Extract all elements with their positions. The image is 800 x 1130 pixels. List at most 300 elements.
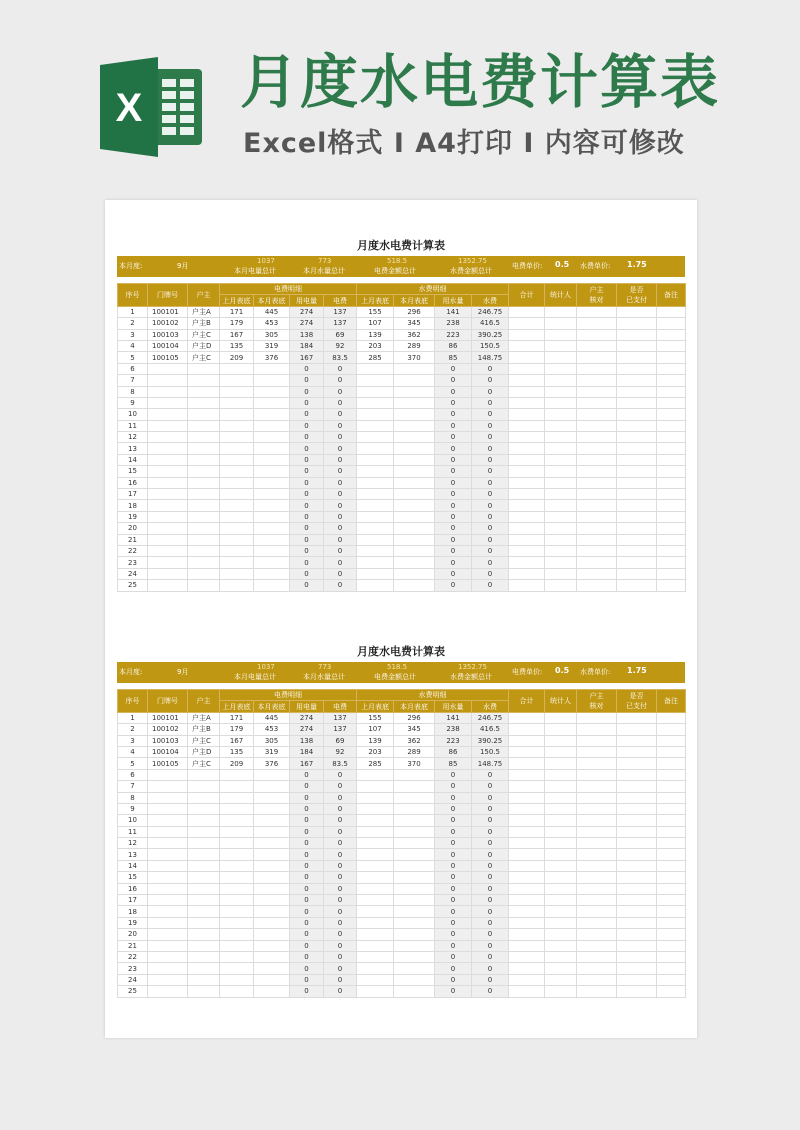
door-number-cell[interactable]: 100103 xyxy=(148,735,188,746)
row-no-cell[interactable]: 12 xyxy=(118,838,148,849)
elec-last-cell[interactable] xyxy=(220,838,254,849)
row-no-cell[interactable]: 10 xyxy=(118,409,148,420)
water-this-cell[interactable] xyxy=(394,963,435,974)
elec-last-cell[interactable] xyxy=(220,466,254,477)
water-fee-cell[interactable]: 0 xyxy=(472,409,509,420)
empty-cell[interactable] xyxy=(545,500,577,511)
row-no-cell[interactable]: 9 xyxy=(118,803,148,814)
water-use-cell[interactable]: 0 xyxy=(435,432,472,443)
elec-last-cell[interactable] xyxy=(220,511,254,522)
water-last-cell[interactable] xyxy=(357,363,394,374)
water-this-cell[interactable] xyxy=(394,929,435,940)
elec-last-cell[interactable]: 179 xyxy=(220,724,254,735)
water-use-cell[interactable]: 0 xyxy=(435,895,472,906)
empty-cell[interactable] xyxy=(509,746,545,757)
empty-cell[interactable] xyxy=(509,883,545,894)
water-this-cell[interactable] xyxy=(394,454,435,465)
elec-fee-cell[interactable]: 0 xyxy=(324,826,357,837)
empty-cell[interactable] xyxy=(657,940,686,951)
empty-cell[interactable] xyxy=(577,951,617,962)
water-last-cell[interactable] xyxy=(357,386,394,397)
row-no-cell[interactable]: 14 xyxy=(118,860,148,871)
elec-use-cell[interactable]: 0 xyxy=(290,769,324,780)
empty-cell[interactable] xyxy=(545,318,577,329)
door-number-cell[interactable] xyxy=(148,386,188,397)
water-fee-cell[interactable]: 0 xyxy=(472,940,509,951)
owner-cell[interactable] xyxy=(188,375,220,386)
elec-this-cell[interactable] xyxy=(254,929,290,940)
row-no-cell[interactable]: 11 xyxy=(118,420,148,431)
empty-cell[interactable] xyxy=(545,580,577,591)
water-fee-cell[interactable]: 246.75 xyxy=(472,712,509,723)
owner-cell[interactable] xyxy=(188,386,220,397)
water-last-cell[interactable] xyxy=(357,489,394,500)
empty-cell[interactable] xyxy=(617,523,657,534)
water-last-cell[interactable] xyxy=(357,545,394,556)
water-last-cell[interactable]: 285 xyxy=(357,758,394,769)
water-use-cell[interactable]: 0 xyxy=(435,769,472,780)
empty-cell[interactable] xyxy=(617,557,657,568)
elec-last-cell[interactable] xyxy=(220,906,254,917)
owner-cell[interactable] xyxy=(188,781,220,792)
empty-cell[interactable] xyxy=(577,363,617,374)
empty-cell[interactable] xyxy=(617,454,657,465)
door-number-cell[interactable] xyxy=(148,375,188,386)
water-use-cell[interactable]: 0 xyxy=(435,375,472,386)
elec-use-cell[interactable]: 0 xyxy=(290,838,324,849)
empty-cell[interactable] xyxy=(657,580,686,591)
water-this-cell[interactable] xyxy=(394,860,435,871)
empty-cell[interactable] xyxy=(509,735,545,746)
elec-use-cell[interactable]: 0 xyxy=(290,815,324,826)
empty-cell[interactable] xyxy=(545,340,577,351)
empty-cell[interactable] xyxy=(657,929,686,940)
elec-use-cell[interactable]: 0 xyxy=(290,511,324,522)
water-last-cell[interactable] xyxy=(357,420,394,431)
door-number-cell[interactable] xyxy=(148,500,188,511)
empty-cell[interactable] xyxy=(617,849,657,860)
water-this-cell[interactable]: 296 xyxy=(394,306,435,317)
elec-last-cell[interactable]: 171 xyxy=(220,712,254,723)
water-this-cell[interactable]: 345 xyxy=(394,724,435,735)
elec-this-cell[interactable] xyxy=(254,568,290,579)
empty-cell[interactable] xyxy=(545,545,577,556)
water-fee-cell[interactable]: 246.75 xyxy=(472,306,509,317)
row-no-cell[interactable]: 13 xyxy=(118,849,148,860)
elec-last-cell[interactable] xyxy=(220,781,254,792)
water-use-cell[interactable]: 223 xyxy=(435,329,472,340)
empty-cell[interactable] xyxy=(577,420,617,431)
empty-cell[interactable] xyxy=(545,466,577,477)
elec-use-cell[interactable]: 0 xyxy=(290,849,324,860)
empty-cell[interactable] xyxy=(617,860,657,871)
empty-cell[interactable] xyxy=(509,420,545,431)
row-no-cell[interactable]: 21 xyxy=(118,940,148,951)
empty-cell[interactable] xyxy=(545,352,577,363)
elec-use-cell[interactable]: 0 xyxy=(290,454,324,465)
water-last-cell[interactable] xyxy=(357,917,394,928)
door-number-cell[interactable] xyxy=(148,781,188,792)
elec-last-cell[interactable] xyxy=(220,803,254,814)
elec-fee-cell[interactable]: 137 xyxy=(324,318,357,329)
water-this-cell[interactable] xyxy=(394,826,435,837)
door-number-cell[interactable] xyxy=(148,917,188,928)
water-this-cell[interactable] xyxy=(394,397,435,408)
elec-fee-cell[interactable]: 0 xyxy=(324,883,357,894)
water-use-cell[interactable]: 0 xyxy=(435,781,472,792)
empty-cell[interactable] xyxy=(545,329,577,340)
row-no-cell[interactable]: 11 xyxy=(118,826,148,837)
elec-fee-cell[interactable]: 0 xyxy=(324,466,357,477)
door-number-cell[interactable] xyxy=(148,557,188,568)
door-number-cell[interactable] xyxy=(148,906,188,917)
elec-use-cell[interactable]: 0 xyxy=(290,940,324,951)
water-use-cell[interactable]: 0 xyxy=(435,580,472,591)
empty-cell[interactable] xyxy=(509,568,545,579)
empty-cell[interactable] xyxy=(577,409,617,420)
water-use-cell[interactable]: 0 xyxy=(435,534,472,545)
row-no-cell[interactable]: 18 xyxy=(118,500,148,511)
water-fee-cell[interactable]: 0 xyxy=(472,432,509,443)
elec-fee-cell[interactable]: 0 xyxy=(324,386,357,397)
water-this-cell[interactable]: 296 xyxy=(394,712,435,723)
empty-cell[interactable] xyxy=(509,545,545,556)
elec-last-cell[interactable] xyxy=(220,883,254,894)
empty-cell[interactable] xyxy=(617,963,657,974)
elec-last-cell[interactable] xyxy=(220,489,254,500)
empty-cell[interactable] xyxy=(509,580,545,591)
empty-cell[interactable] xyxy=(545,803,577,814)
elec-this-cell[interactable]: 453 xyxy=(254,724,290,735)
elec-fee-cell[interactable]: 0 xyxy=(324,929,357,940)
door-number-cell[interactable] xyxy=(148,940,188,951)
elec-last-cell[interactable] xyxy=(220,568,254,579)
door-number-cell[interactable] xyxy=(148,963,188,974)
water-this-cell[interactable] xyxy=(394,781,435,792)
empty-cell[interactable] xyxy=(545,375,577,386)
row-no-cell[interactable]: 22 xyxy=(118,545,148,556)
row-no-cell[interactable]: 7 xyxy=(118,781,148,792)
water-last-cell[interactable] xyxy=(357,940,394,951)
door-number-cell[interactable] xyxy=(148,363,188,374)
water-fee-cell[interactable]: 0 xyxy=(472,580,509,591)
owner-cell[interactable] xyxy=(188,951,220,962)
empty-cell[interactable] xyxy=(545,724,577,735)
empty-cell[interactable] xyxy=(657,769,686,780)
elec-last-cell[interactable] xyxy=(220,545,254,556)
empty-cell[interactable] xyxy=(509,466,545,477)
empty-cell[interactable] xyxy=(577,906,617,917)
empty-cell[interactable] xyxy=(657,883,686,894)
empty-cell[interactable] xyxy=(509,489,545,500)
empty-cell[interactable] xyxy=(577,724,617,735)
empty-cell[interactable] xyxy=(577,826,617,837)
empty-cell[interactable] xyxy=(509,769,545,780)
empty-cell[interactable] xyxy=(617,951,657,962)
empty-cell[interactable] xyxy=(509,781,545,792)
row-no-cell[interactable]: 23 xyxy=(118,557,148,568)
elec-this-cell[interactable] xyxy=(254,781,290,792)
row-no-cell[interactable]: 16 xyxy=(118,883,148,894)
door-number-cell[interactable] xyxy=(148,432,188,443)
empty-cell[interactable] xyxy=(509,838,545,849)
elec-last-cell[interactable] xyxy=(220,974,254,985)
empty-cell[interactable] xyxy=(509,758,545,769)
empty-cell[interactable] xyxy=(577,872,617,883)
water-fee-cell[interactable]: 0 xyxy=(472,826,509,837)
elec-last-cell[interactable]: 209 xyxy=(220,352,254,363)
water-fee-cell[interactable]: 0 xyxy=(472,860,509,871)
water-fee-cell[interactable]: 0 xyxy=(472,534,509,545)
water-use-cell[interactable]: 0 xyxy=(435,974,472,985)
empty-cell[interactable] xyxy=(509,500,545,511)
empty-cell[interactable] xyxy=(509,477,545,488)
empty-cell[interactable] xyxy=(545,409,577,420)
elec-fee-cell[interactable]: 0 xyxy=(324,443,357,454)
empty-cell[interactable] xyxy=(545,511,577,522)
water-use-cell[interactable]: 0 xyxy=(435,883,472,894)
water-last-cell[interactable] xyxy=(357,477,394,488)
empty-cell[interactable] xyxy=(657,849,686,860)
water-fee-cell[interactable]: 0 xyxy=(472,838,509,849)
empty-cell[interactable] xyxy=(657,758,686,769)
water-this-cell[interactable] xyxy=(394,792,435,803)
owner-cell[interactable] xyxy=(188,872,220,883)
water-use-cell[interactable]: 0 xyxy=(435,826,472,837)
empty-cell[interactable] xyxy=(545,758,577,769)
door-number-cell[interactable] xyxy=(148,397,188,408)
door-number-cell[interactable] xyxy=(148,489,188,500)
elec-this-cell[interactable]: 376 xyxy=(254,352,290,363)
elec-fee-cell[interactable]: 92 xyxy=(324,340,357,351)
water-fee-cell[interactable]: 0 xyxy=(472,951,509,962)
water-last-cell[interactable] xyxy=(357,826,394,837)
water-this-cell[interactable] xyxy=(394,363,435,374)
elec-this-cell[interactable] xyxy=(254,895,290,906)
owner-cell[interactable] xyxy=(188,929,220,940)
empty-cell[interactable] xyxy=(617,872,657,883)
water-this-cell[interactable] xyxy=(394,769,435,780)
water-use-cell[interactable]: 223 xyxy=(435,735,472,746)
water-price[interactable]: 1.75 xyxy=(627,666,647,675)
empty-cell[interactable] xyxy=(509,724,545,735)
empty-cell[interactable] xyxy=(509,826,545,837)
empty-cell[interactable] xyxy=(657,838,686,849)
elec-fee-cell[interactable]: 0 xyxy=(324,477,357,488)
elec-fee-cell[interactable]: 83.5 xyxy=(324,352,357,363)
empty-cell[interactable] xyxy=(657,872,686,883)
row-no-cell[interactable]: 8 xyxy=(118,792,148,803)
elec-fee-cell[interactable]: 0 xyxy=(324,432,357,443)
owner-cell[interactable] xyxy=(188,895,220,906)
water-last-cell[interactable] xyxy=(357,769,394,780)
empty-cell[interactable] xyxy=(657,363,686,374)
row-no-cell[interactable]: 1 xyxy=(118,306,148,317)
water-use-cell[interactable]: 0 xyxy=(435,409,472,420)
elec-use-cell[interactable]: 0 xyxy=(290,477,324,488)
empty-cell[interactable] xyxy=(577,375,617,386)
owner-cell[interactable] xyxy=(188,432,220,443)
door-number-cell[interactable] xyxy=(148,815,188,826)
elec-use-cell[interactable]: 0 xyxy=(290,443,324,454)
owner-cell[interactable] xyxy=(188,489,220,500)
water-last-cell[interactable] xyxy=(357,974,394,985)
elec-this-cell[interactable] xyxy=(254,477,290,488)
elec-last-cell[interactable]: 179 xyxy=(220,318,254,329)
water-fee-cell[interactable]: 0 xyxy=(472,489,509,500)
elec-fee-cell[interactable]: 0 xyxy=(324,500,357,511)
empty-cell[interactable] xyxy=(657,409,686,420)
water-fee-cell[interactable]: 0 xyxy=(472,872,509,883)
door-number-cell[interactable] xyxy=(148,895,188,906)
door-number-cell[interactable]: 100104 xyxy=(148,746,188,757)
empty-cell[interactable] xyxy=(577,769,617,780)
empty-cell[interactable] xyxy=(509,803,545,814)
empty-cell[interactable] xyxy=(617,466,657,477)
empty-cell[interactable] xyxy=(657,895,686,906)
elec-use-cell[interactable]: 0 xyxy=(290,963,324,974)
row-no-cell[interactable]: 4 xyxy=(118,746,148,757)
owner-cell[interactable] xyxy=(188,477,220,488)
elec-use-cell[interactable]: 0 xyxy=(290,420,324,431)
owner-cell[interactable] xyxy=(188,838,220,849)
door-number-cell[interactable] xyxy=(148,860,188,871)
elec-last-cell[interactable] xyxy=(220,895,254,906)
empty-cell[interactable] xyxy=(545,397,577,408)
water-last-cell[interactable] xyxy=(357,803,394,814)
empty-cell[interactable] xyxy=(657,523,686,534)
owner-cell[interactable] xyxy=(188,454,220,465)
row-no-cell[interactable]: 16 xyxy=(118,477,148,488)
row-no-cell[interactable]: 1 xyxy=(118,712,148,723)
empty-cell[interactable] xyxy=(617,534,657,545)
empty-cell[interactable] xyxy=(509,375,545,386)
water-this-cell[interactable] xyxy=(394,895,435,906)
elec-fee-cell[interactable]: 0 xyxy=(324,940,357,951)
water-fee-cell[interactable]: 0 xyxy=(472,523,509,534)
water-this-cell[interactable] xyxy=(394,386,435,397)
elec-fee-cell[interactable]: 0 xyxy=(324,454,357,465)
row-no-cell[interactable]: 14 xyxy=(118,454,148,465)
water-this-cell[interactable] xyxy=(394,986,435,997)
owner-cell[interactable] xyxy=(188,792,220,803)
owner-cell[interactable] xyxy=(188,534,220,545)
elec-use-cell[interactable]: 138 xyxy=(290,735,324,746)
door-number-cell[interactable] xyxy=(148,826,188,837)
empty-cell[interactable] xyxy=(657,803,686,814)
elec-this-cell[interactable] xyxy=(254,826,290,837)
empty-cell[interactable] xyxy=(657,951,686,962)
water-use-cell[interactable]: 0 xyxy=(435,940,472,951)
empty-cell[interactable] xyxy=(577,397,617,408)
row-no-cell[interactable]: 5 xyxy=(118,352,148,363)
elec-last-cell[interactable] xyxy=(220,500,254,511)
water-this-cell[interactable] xyxy=(394,883,435,894)
empty-cell[interactable] xyxy=(657,489,686,500)
elec-this-cell[interactable] xyxy=(254,580,290,591)
elec-last-cell[interactable] xyxy=(220,951,254,962)
elec-fee-cell[interactable]: 0 xyxy=(324,895,357,906)
elec-use-cell[interactable]: 0 xyxy=(290,986,324,997)
elec-use-cell[interactable]: 274 xyxy=(290,712,324,723)
elec-last-cell[interactable] xyxy=(220,940,254,951)
empty-cell[interactable] xyxy=(617,735,657,746)
owner-cell[interactable]: 户主D xyxy=(188,340,220,351)
empty-cell[interactable] xyxy=(577,974,617,985)
empty-cell[interactable] xyxy=(545,386,577,397)
empty-cell[interactable] xyxy=(617,792,657,803)
empty-cell[interactable] xyxy=(509,917,545,928)
elec-this-cell[interactable] xyxy=(254,363,290,374)
empty-cell[interactable] xyxy=(657,454,686,465)
row-no-cell[interactable]: 25 xyxy=(118,580,148,591)
water-last-cell[interactable] xyxy=(357,568,394,579)
water-use-cell[interactable]: 0 xyxy=(435,454,472,465)
elec-fee-cell[interactable]: 0 xyxy=(324,872,357,883)
elec-price[interactable]: 0.5 xyxy=(555,260,570,269)
empty-cell[interactable] xyxy=(617,580,657,591)
empty-cell[interactable] xyxy=(577,963,617,974)
water-last-cell[interactable] xyxy=(357,466,394,477)
elec-last-cell[interactable] xyxy=(220,986,254,997)
empty-cell[interactable] xyxy=(509,443,545,454)
elec-fee-cell[interactable]: 69 xyxy=(324,329,357,340)
elec-this-cell[interactable] xyxy=(254,454,290,465)
elec-last-cell[interactable] xyxy=(220,534,254,545)
row-no-cell[interactable]: 24 xyxy=(118,568,148,579)
elec-fee-cell[interactable]: 0 xyxy=(324,803,357,814)
water-fee-cell[interactable]: 150.5 xyxy=(472,340,509,351)
elec-fee-cell[interactable]: 0 xyxy=(324,397,357,408)
empty-cell[interactable] xyxy=(617,340,657,351)
empty-cell[interactable] xyxy=(509,352,545,363)
elec-fee-cell[interactable]: 0 xyxy=(324,781,357,792)
elec-use-cell[interactable]: 0 xyxy=(290,545,324,556)
row-no-cell[interactable]: 4 xyxy=(118,340,148,351)
elec-last-cell[interactable] xyxy=(220,792,254,803)
empty-cell[interactable] xyxy=(657,986,686,997)
empty-cell[interactable] xyxy=(577,815,617,826)
elec-fee-cell[interactable]: 0 xyxy=(324,974,357,985)
row-no-cell[interactable]: 19 xyxy=(118,511,148,522)
empty-cell[interactable] xyxy=(577,386,617,397)
month-value[interactable]: 9月 xyxy=(177,262,189,270)
elec-use-cell[interactable]: 0 xyxy=(290,929,324,940)
owner-cell[interactable] xyxy=(188,511,220,522)
door-number-cell[interactable] xyxy=(148,511,188,522)
elec-last-cell[interactable] xyxy=(220,363,254,374)
water-last-cell[interactable] xyxy=(357,454,394,465)
empty-cell[interactable] xyxy=(657,397,686,408)
empty-cell[interactable] xyxy=(617,974,657,985)
owner-cell[interactable]: 户主A xyxy=(188,712,220,723)
empty-cell[interactable] xyxy=(617,986,657,997)
door-number-cell[interactable] xyxy=(148,872,188,883)
elec-this-cell[interactable] xyxy=(254,986,290,997)
elec-use-cell[interactable]: 0 xyxy=(290,363,324,374)
elec-last-cell[interactable] xyxy=(220,523,254,534)
elec-last-cell[interactable]: 171 xyxy=(220,306,254,317)
elec-last-cell[interactable] xyxy=(220,826,254,837)
empty-cell[interactable] xyxy=(545,838,577,849)
elec-fee-cell[interactable]: 0 xyxy=(324,849,357,860)
elec-last-cell[interactable] xyxy=(220,929,254,940)
elec-fee-cell[interactable]: 0 xyxy=(324,963,357,974)
water-fee-cell[interactable]: 0 xyxy=(472,906,509,917)
row-no-cell[interactable]: 19 xyxy=(118,917,148,928)
water-use-cell[interactable]: 0 xyxy=(435,443,472,454)
water-fee-cell[interactable]: 0 xyxy=(472,849,509,860)
